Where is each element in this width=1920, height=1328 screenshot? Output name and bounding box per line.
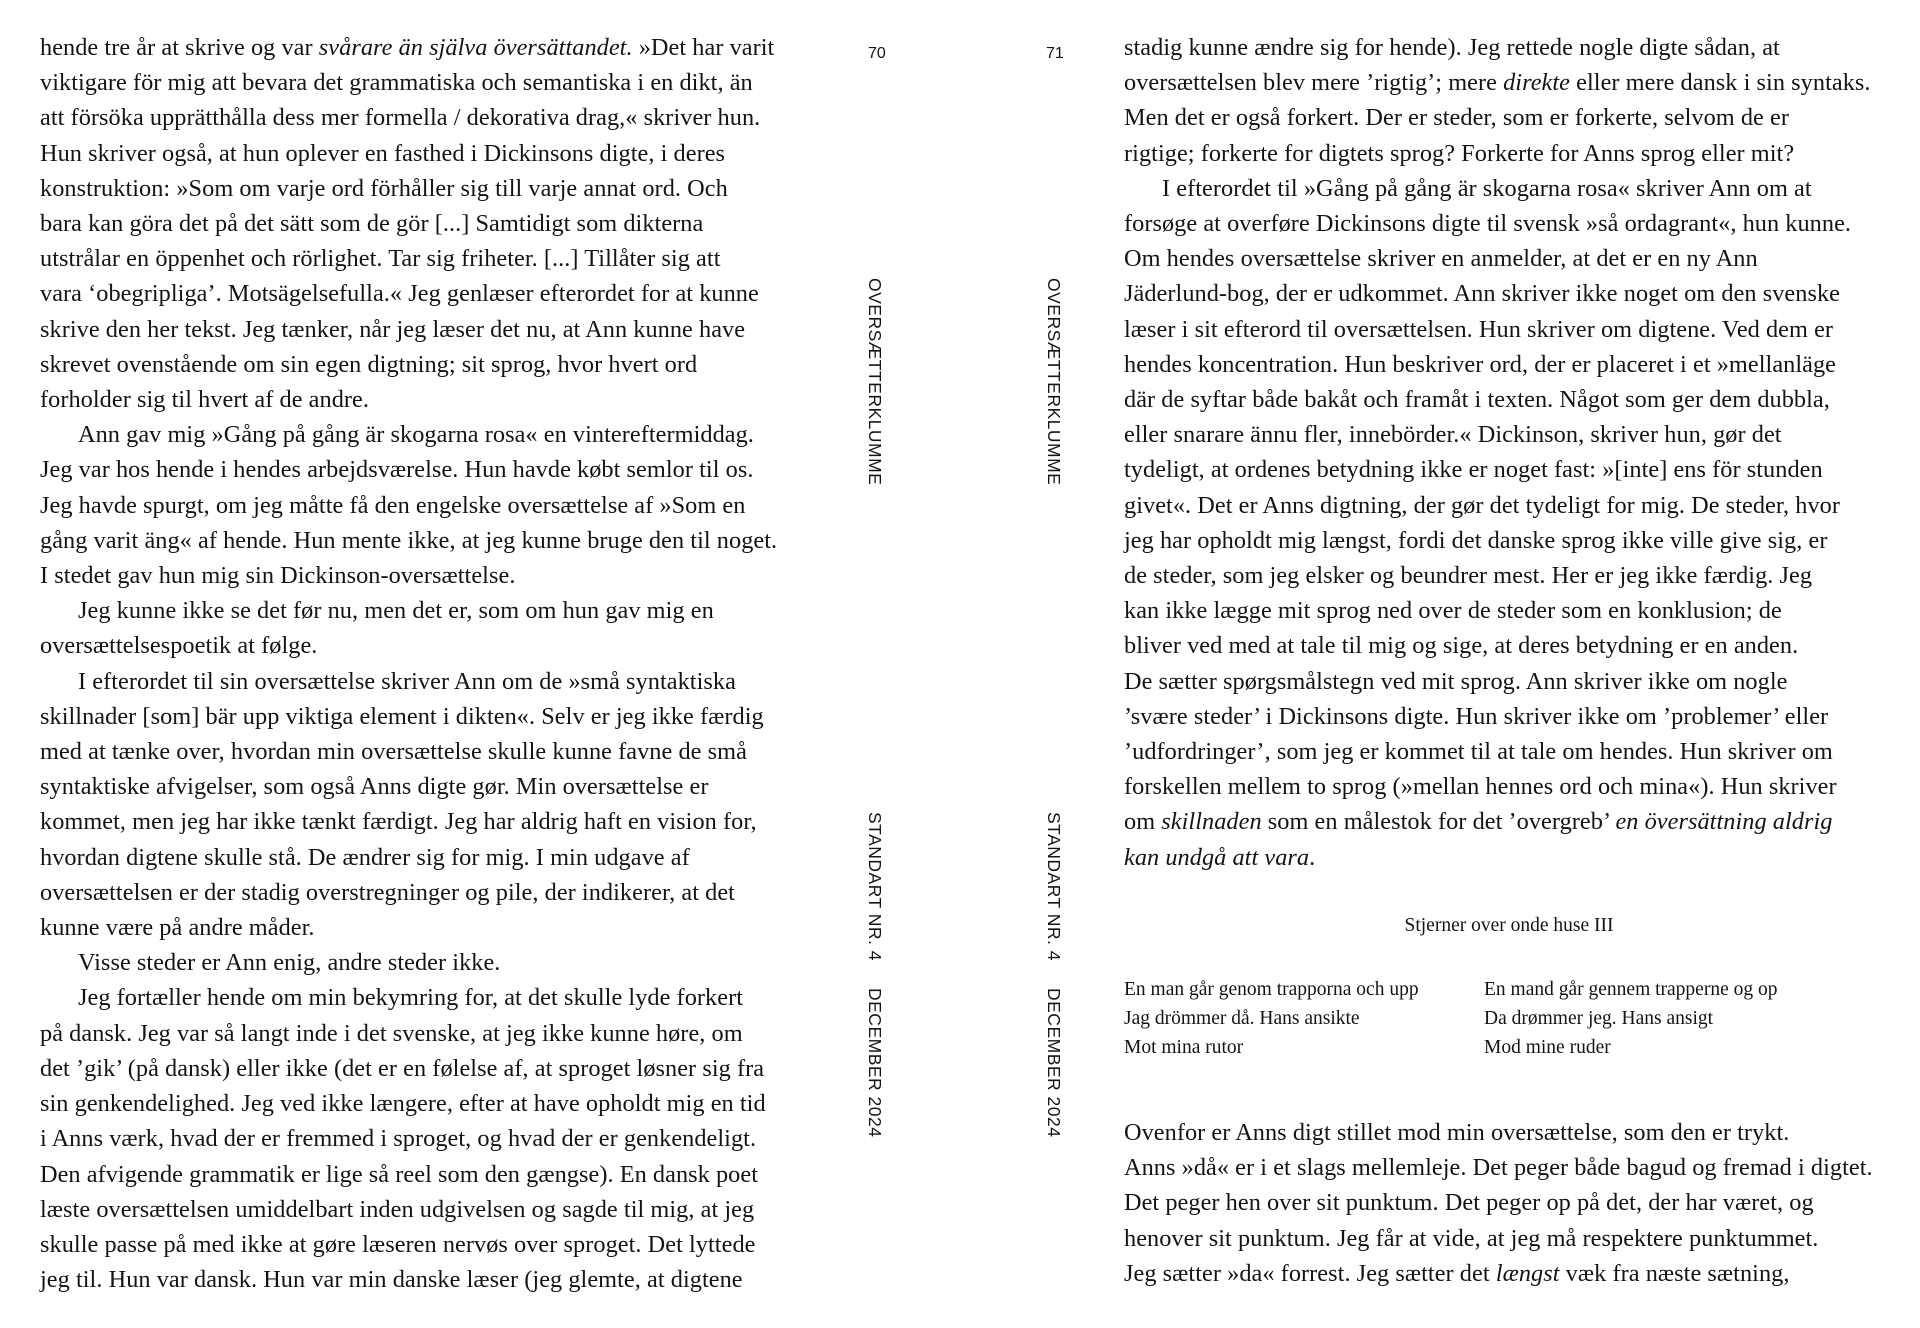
- text-line: Jeg fortæller hende om min bekymring for, at det skulle lyde forkert: [78, 984, 744, 1012]
- poem-line: Mot mina rutor: [1124, 1037, 1244, 1058]
- poem-line: En man går genom trapporna och upp: [1124, 979, 1419, 1000]
- right-page-bottom-text: [1124, 1115, 1894, 1291]
- text-line: Hun skriver også, at hun oplever en fasthed i Dickinsons digte, i deres: [40, 139, 726, 167]
- text-line: Jeg sætter »da« forrest. Jeg sætter det længst væk fra næste sætning,: [1124, 1259, 1790, 1287]
- text-line: bara kan göra det på det sätt som de gör [...] Samtidigt som dikterna: [40, 210, 704, 238]
- text-line: utstrålar en öppenhet och rörlighet. Tar sig friheter. [...] Tillåter sig att: [40, 245, 721, 273]
- poem-line: En mand går gennem trapperne og op: [1484, 979, 1778, 1000]
- text-line: givet«. Det er Anns digtning, der gør det tydeligt for mig. De steder, hvor: [1124, 491, 1841, 519]
- right-section-label: OVERSÆTTERKLUMME: [1044, 278, 1064, 486]
- right-magazine-label: STANDART NR. 4: [1044, 812, 1064, 961]
- text-line: ’svære steder’ i Dickinsons digte. Hun skriver ikke om ’problemer’ eller: [1124, 702, 1829, 730]
- right-page-text: [1124, 30, 1894, 875]
- text-line: eller snarare ännu fler, innebörder.« Dickinson, skriver hun, gør det: [1124, 421, 1782, 449]
- text-line: læser i sit efterord til oversættelsen. Hun skriver om digtene. Ved dem er: [1124, 315, 1834, 343]
- text-line: stadig kunne ændre sig for hende). Jeg rettede nogle digte sådan, at: [1124, 34, 1780, 61]
- text-line: jeg har opholdt mig længst, fordi det danske sprog ikke ville give sig, er: [1124, 526, 1828, 554]
- text-line: I stedet gav hun mig sin Dickinson-oversættelse.: [40, 562, 516, 590]
- text-line: det ’gik’ (på dansk) eller ikke (det er en følelse af, at sproget løsner sig fra: [40, 1054, 765, 1082]
- text-line: Men det er også forkert. Der er steder, som er forkerte, selvom de er: [1124, 104, 1789, 132]
- text-line: de steder, som jeg elsker og beundrer mest. Her er jeg ikke færdig. Jeg: [1124, 562, 1813, 590]
- text-line: med at tænke over, hvordan min oversættelse skulle kunne favne de små: [40, 738, 747, 766]
- left-page-text: [40, 30, 820, 1297]
- text-line: Visse steder er Ann enig, andre steder ikke.: [78, 949, 501, 977]
- text-line: där de syftar både bakåt och framåt i texten. Något som ger dem dubbla,: [1124, 386, 1830, 414]
- text-line: hvordan digtene skulle stå. De ændrer sig for mig. I min udgave af: [40, 843, 690, 871]
- text-line: læste oversættelsen umiddelbart inden udgivelsen og sagde til mig, at jeg: [40, 1195, 755, 1223]
- text-line: jeg til. Hun var dansk. Hun var min danske læser (jeg glemte, at digtene: [40, 1266, 743, 1294]
- text-line: henover sit punktum. Jeg får at vide, at jeg må respektere punktummet.: [1124, 1224, 1819, 1252]
- text-line: kan undgå att vara.: [1124, 843, 1316, 871]
- text-line: I efterordet til »Gång på gång är skogarna rosa« skriver Ann om at: [1162, 174, 1812, 202]
- text-line: om skillnaden som en målestok for det ’overgreb’ en översättning aldrig: [1124, 808, 1833, 836]
- text-line: sin genkendelighed. Jeg ved ikke længere, efter at have opholdt mig en tid: [40, 1090, 766, 1118]
- text-line: skulle passe på med ikke at gøre læseren nervøs over sproget. Det lyttede: [40, 1230, 756, 1258]
- text-line: ’udfordringer’, som jeg er kommet til at tale om hendes. Hun skriver om: [1124, 738, 1833, 766]
- text-line: skrive den her tekst. Jeg tænker, når jeg læser det nu, at Ann kunne have: [40, 315, 746, 343]
- text-line: Den afvigende grammatik er lige så reel som den gængse). En dansk poet: [40, 1160, 759, 1188]
- text-line: forholder sig til hvert af de andre.: [40, 386, 370, 414]
- text-line: oversættelsen blev mere ’rigtig’; mere direkte eller mere dansk i sin syntaks.: [1124, 69, 1871, 97]
- text-line: skrevet ovenstående om sin egen digtning; sit sprog, hvor hvert ord: [40, 350, 698, 378]
- poem-danish-translation: [1484, 975, 1777, 1062]
- right-page-number: 71: [1046, 45, 1064, 62]
- text-line: Jeg havde spurgt, om jeg måtte få den engelske oversættelse af »Som en: [40, 491, 746, 519]
- text-line: Om hendes oversættelse skriver en anmelder, at det er en ny Ann: [1124, 245, 1758, 273]
- text-line: viktigare för mig att bevara det grammatiska och semantiska i en dikt, än: [40, 69, 753, 97]
- left-date-label: DECEMBER 2024: [865, 988, 885, 1138]
- left-magazine-label: STANDART NR. 4: [865, 812, 885, 961]
- text-line: bliver ved med at tale til mig og sige, at deres betydning er en anden.: [1124, 632, 1799, 660]
- text-line: att försöka upprätthålla dess mer formella / dekorativa drag,« skriver hun.: [40, 104, 761, 132]
- text-line: konstruktion: »Som om varje ord förhåller sig till varje annat ord. Och: [40, 174, 728, 202]
- text-line: Ovenfor er Anns digt stillet mod min oversættelse, som den er trykt.: [1124, 1119, 1790, 1146]
- text-line: hende tre år at skrive og var svårare än själva översättandet. »Det har varit: [40, 34, 775, 61]
- text-line: skillnader [som] bär upp viktiga element i dikten«. Selv er jeg ikke færdig: [40, 702, 764, 730]
- text-line: Ann gav mig »Gång på gång är skogarna rosa« en vintereftermiddag.: [78, 421, 754, 449]
- text-line: forskellen mellem to sprog (»mellan hennes ord och mina«). Hun skriver: [1124, 773, 1837, 801]
- text-line: syntaktiske afvigelser, som også Anns digte gør. Min oversættelse er: [40, 773, 709, 801]
- text-line: forsøge at overføre Dickinsons digte til svensk »så ordagrant«, hun kunne.: [1124, 210, 1852, 238]
- text-line: Anns »då« er i et slags mellemleje. Det peger både bagud og fremad i digtet.: [1124, 1154, 1873, 1182]
- text-line: Jeg var hos hende i hendes arbejdsværelse. Hun havde købt semlor til os.: [40, 456, 754, 484]
- text-line: oversættelsen er der stadig overstregninger og pile, der indikerer, at det: [40, 878, 735, 906]
- text-line: kommet, men jeg har ikke tænkt færdigt. Jeg har aldrig haft en vision for,: [40, 808, 757, 836]
- text-line: hendes koncentration. Hun beskriver ord, der er placeret i et »mellanläge: [1124, 350, 1837, 378]
- text-line: I efterordet til sin oversættelse skriver Ann om de »små syntaktiska: [78, 667, 736, 695]
- text-line: De sætter spørgsmålstegn ved mit sprog. Ann skriver ikke om nogle: [1124, 667, 1788, 695]
- text-line: i Anns værk, hvad der er fremmed i sproget, og hvad der er genkendeligt.: [40, 1125, 757, 1153]
- text-line: tydeligt, at ordenes betydning ikke er noget fast: »[inte] ens för stunden: [1124, 456, 1823, 484]
- poem-line: Da drømmer jeg. Hans ansigt: [1484, 1008, 1714, 1029]
- text-line: kan ikke lægge mit sprog ned over de steder som en konklusion; de: [1124, 597, 1782, 625]
- right-date-label: DECEMBER 2024: [1044, 988, 1064, 1138]
- left-page-number: 70: [868, 45, 886, 62]
- text-line: kunne være på andre måder.: [40, 914, 315, 942]
- poem-swedish-original: [1124, 975, 1419, 1062]
- poem-line: Mod mine ruder: [1484, 1037, 1611, 1058]
- text-line: rigtige; forkerte for digtets sprog? Forkerte for Anns sprog eller mit?: [1124, 139, 1795, 167]
- text-line: gång varit äng« af hende. Hun mente ikke, at jeg kunne bruge den til noget.: [40, 526, 778, 554]
- poem-line: Jag drömmer då. Hans ansikte: [1124, 1008, 1360, 1029]
- text-line: Jeg kunne ikke se det før nu, men det er, som om hun gav mig en: [78, 597, 714, 625]
- poem-title: Stjerner over onde huse III: [1404, 915, 1614, 936]
- text-line: på dansk. Jeg var så langt inde i det svenske, at jeg ikke kunne høre, om: [40, 1019, 743, 1047]
- text-line: vara ‘obegripliga’. Motsägelsefulla.« Jeg genlæser efterordet for at kunne: [40, 280, 759, 308]
- text-line: Jäderlund-bog, der er udkommet. Ann skriver ikke noget om den svenske: [1124, 280, 1840, 308]
- text-line: oversættelsespoetik at følge.: [40, 632, 318, 660]
- left-section-label: OVERSÆTTERKLUMME: [865, 278, 885, 486]
- text-line: Det peger hen over sit punktum. Det peger op på det, der har været, og: [1124, 1189, 1814, 1217]
